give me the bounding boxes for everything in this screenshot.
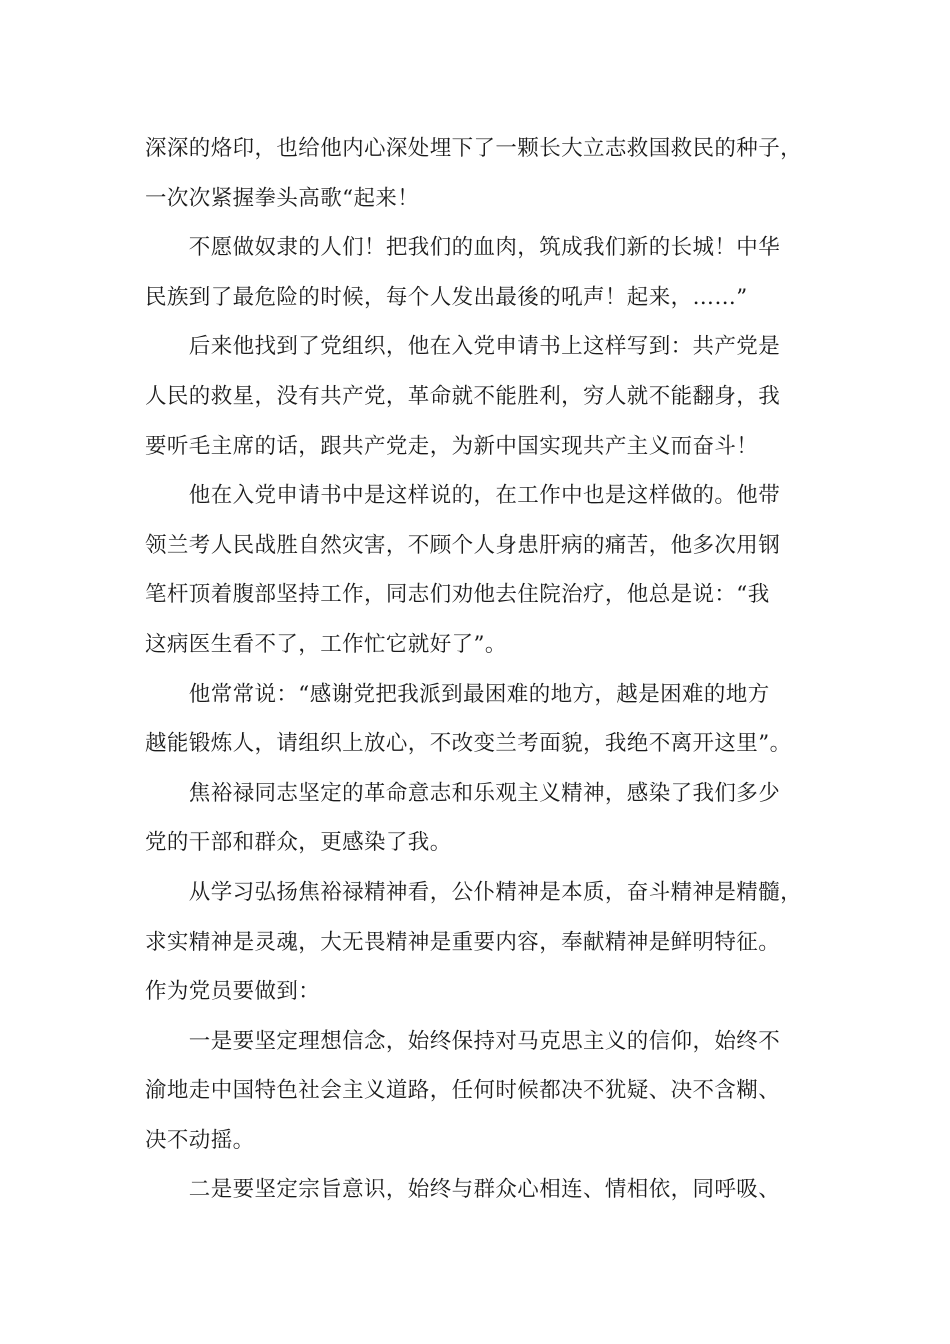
text-line: 人民的救星，没有共产党，革命就不能胜利，穷人就不能翻身，我 — [145, 383, 781, 409]
text-line: 领兰考人民战胜自然灾害，不顾个人身患肝病的痛苦，他多次用钢 — [145, 532, 781, 558]
text-line: 二是要坚定宗旨意识，始终与群众心相连、情相依，同呼吸、 — [145, 1177, 781, 1203]
text-line: 作为党员要做到： — [145, 979, 321, 1005]
text-line: 民族到了最危险的时候，每个人发出最後的吼声！起来，……” — [145, 284, 748, 310]
text-line: 要听毛主席的话，跟共产党走，为新中国实现共产主义而奋斗！ — [145, 433, 759, 459]
text-line: 渝地走中国特色社会主义道路，任何时候都决不犹疑、决不含糊、 — [145, 1078, 781, 1104]
text-line: 求实精神是灵魂，大无畏精神是重要内容，奉献精神是鲜明特征。 — [145, 929, 781, 955]
text-line: 他常常说：“感谢党把我派到最困难的地方，越是困难的地方 — [145, 681, 770, 707]
text-line: 从学习弘扬焦裕禄精神看，公仆精神是本质，奋斗精神是精髓， — [145, 879, 803, 905]
text-line: 党的干部和群众，更感染了我。 — [145, 830, 452, 856]
text-line: 这病医生看不了，工作忙它就好了”。 — [145, 631, 507, 657]
text-line: 深深的烙印，也给他内心深处埋下了一颗长大立志救国救民的种子， — [145, 136, 803, 161]
text-line: 后来他找到了党组织，他在入党申请书上这样写到：共产党是 — [145, 334, 781, 360]
text-line: 笔杆顶着腹部坚持工作，同志们劝他去住院治疗，他总是说：“我 — [145, 582, 770, 608]
document-body — [145, 124, 805, 1215]
text-line: 焦裕禄同志坚定的革命意志和乐观主义精神，感染了我们多少 — [145, 780, 781, 806]
text-line: 越能锻炼人，请组织上放心，不改变兰考面貌，我绝不离开这里”。 — [145, 731, 792, 757]
text-line: 他在入党申请书中是这样说的，在工作中也是这样做的。他带 — [145, 483, 781, 509]
text-line: 一是要坚定理想信念，始终保持对马克思主义的信仰，始终不 — [145, 1028, 781, 1054]
text-line: 一次次紧握拳头高歌“起来！ — [145, 185, 420, 211]
text-line: 决不动摇。 — [145, 1127, 255, 1153]
text-line: 不愿做奴隶的人们！把我们的血肉，筑成我们新的长城！中华 — [145, 235, 781, 261]
